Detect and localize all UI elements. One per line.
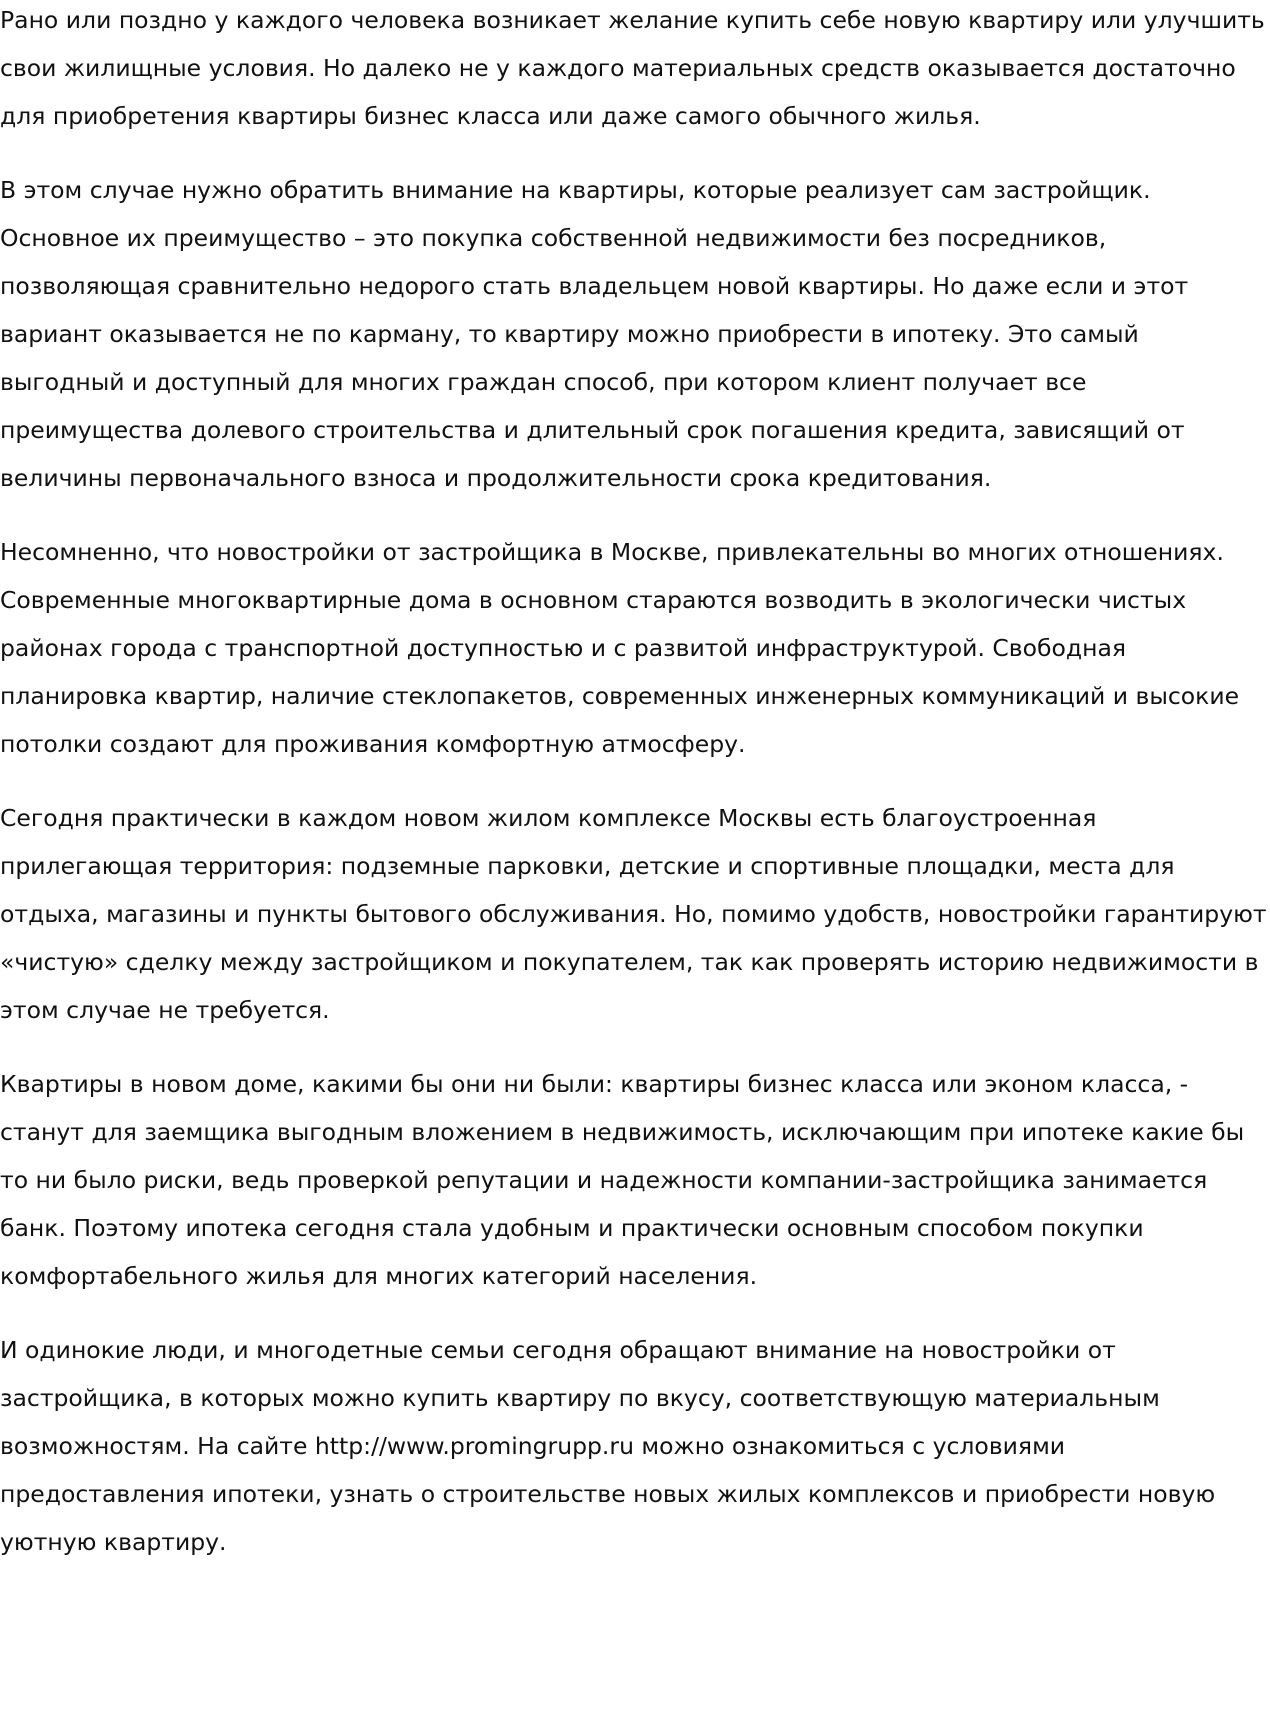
paragraph-mortgage: Квартиры в новом доме, какими бы они ни были: квартиры бизнес класса или эконом класса, - станут для заемщика выгодным вложением в недвижимость, исключающим при ипотеке какие бы то ни было риски, ведь проверкой репутации и надежности компании-застройщика занимается банк. Поэтому ипотека сегодня стала удобным и практически основным способом покупки комфортабельного жилья для многих категорий населения. [0, 1070, 1245, 1290]
paragraph-developer: В этом случае нужно обратить внимание на квартиры, которые реализует сам застройщик. Основное их преимущество – это покупка собственной недвижимости без посредников, позволяющая сравнительно недорого стать владельцем новой квартиры. Но даже если и этот вариант оказывается не по карману, то квартиру можно приобрести в ипотеку. Это самый выгодный и доступный для многих граждан способ, при котором клиент получает все преимущества долевого строительства и длительный срок погашения кредита, зависящий от величины первоначального взноса и продолжительности срока кредитования. [0, 176, 1189, 492]
paragraph-moscow-newbuilds: Несомненно, что новостройки от застройщика в Москве, привлекательны во многих отношениях. Современные многоквартирные дома в основном стараются возводить в экологически чистых районах города с транспортной доступностью и с развитой инфраструктурой. Свободная планировка квартир, наличие стеклопакетов, современных инженерных коммуникаций и высокие потолки создают для проживания комфортную атмосферу. [0, 538, 1240, 758]
paragraph-intro: Рано или поздно у каждого человека возникает желание купить себе новую квартиру или улучшить свои жилищные условия. Но далеко не у каждого материальных средств оказывается достаточно для приобретения квартиры бизнес класса или даже самого обычного жилья. [0, 6, 1265, 130]
paragraph-conclusion: И одинокие люди, и многодетные семьи сегодня обращают внимание на новостройки от застройщика, в которых можно купить квартиру по вкусу, соответствующую материальным возможностям. На сайте http://www.promingrupp.ru можно ознакомиться с условиями предоставления ипотеки, узнать о строительстве новых жилых комплексов и приобрести новую уютную квартиру. [0, 1336, 1216, 1556]
paragraph-infrastructure: Сегодня практически в каждом новом жилом комплексе Москвы есть благоустроенная прилегающая территория: подземные парковки, детские и спортивные площадки, места для отдыха, магазины и пункты бытового обслуживания. Но, помимо удобств, новостройки гарантируют «чистую» сделку между застройщиком и покупателем, так как проверять историю недвижимости в этом случае не требуется. [0, 804, 1267, 1024]
